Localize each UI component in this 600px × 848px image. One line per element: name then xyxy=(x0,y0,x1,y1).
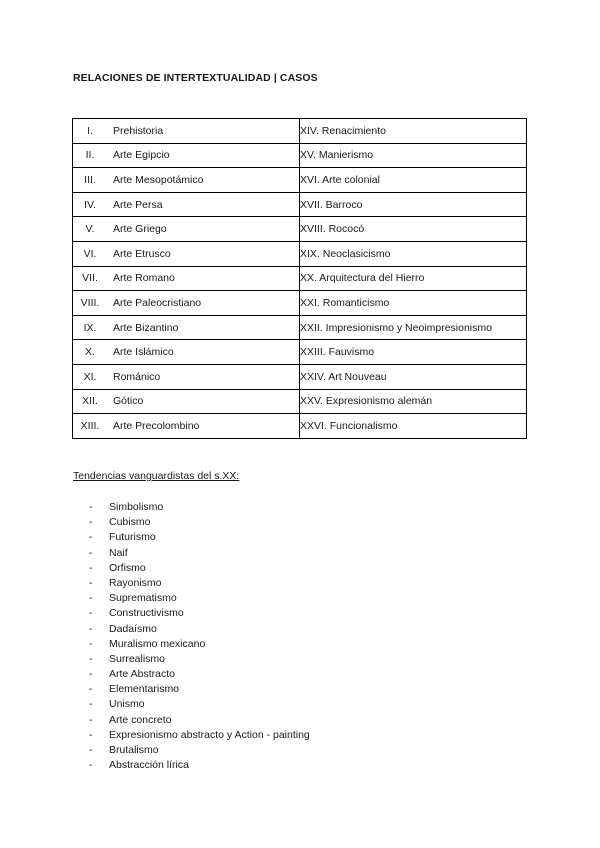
bullet-dash: - xyxy=(89,546,93,559)
bullet-dash: - xyxy=(89,728,93,741)
period-cell-left xyxy=(73,119,300,144)
period-name: Arte Islámico xyxy=(113,346,174,359)
period-cell-right: XIV. Renacimiento xyxy=(300,119,527,144)
bullet-dash: - xyxy=(89,592,93,605)
table-row xyxy=(73,364,527,389)
period-name: Gótico xyxy=(113,395,144,408)
list-item xyxy=(89,515,310,530)
period-cell-right: XVII. Barroco xyxy=(300,192,527,217)
list-item xyxy=(89,652,310,667)
bullet-dash: - xyxy=(89,516,93,529)
table-row xyxy=(73,192,527,217)
table-row xyxy=(73,119,527,144)
period-cell-right: XVI. Arte colonial xyxy=(300,168,527,193)
table-row xyxy=(73,340,527,365)
period-cell-right: XXIII. Fauvismo xyxy=(300,340,527,365)
period-cell-right: XXI. Romanticismo xyxy=(300,291,527,316)
period-name: Arte Paleocristiano xyxy=(113,296,202,309)
period-cell-right: XIX. Neoclasicismo xyxy=(300,241,527,266)
table-row xyxy=(73,291,527,316)
list-item xyxy=(89,591,310,606)
movement-name: Orfismo xyxy=(109,561,146,574)
list-item xyxy=(89,622,310,637)
list-item xyxy=(89,682,310,697)
period-name: Arte Precolombino xyxy=(113,419,200,432)
movement-name: Dadaísmo xyxy=(109,622,157,635)
period-cell-right: XXVI. Funcionalismo xyxy=(300,414,527,439)
list-item xyxy=(89,728,310,743)
movement-name: Brutalismo xyxy=(109,744,159,756)
period-cell-left xyxy=(73,389,300,414)
bullet-dash: - xyxy=(89,622,93,635)
bullet-dash: - xyxy=(89,683,93,696)
bullet-dash: - xyxy=(89,759,93,772)
period-name: Arte Egipcio xyxy=(113,149,170,162)
period-numeral: XIII. xyxy=(80,419,100,432)
period-name: Arte Persa xyxy=(113,198,163,211)
document-title: RELACIONES DE INTERTEXTUALIDAD | CASOS xyxy=(73,72,318,84)
period-cell-right: XXV. Expresionismo alemán xyxy=(300,389,527,414)
period-numeral: II. xyxy=(85,149,95,162)
list-item xyxy=(89,697,310,712)
bullet-dash: - xyxy=(89,668,93,681)
table-row xyxy=(73,389,527,414)
vanguard-heading: Tendencias vanguardistas del s.XX: xyxy=(73,470,240,482)
art-periods-table xyxy=(72,118,527,439)
period-numeral: I. xyxy=(87,124,93,137)
movement-name: Constructivismo xyxy=(109,607,184,620)
period-cell-left xyxy=(73,291,300,316)
list-item xyxy=(89,758,310,773)
period-numeral: IV. xyxy=(84,198,96,211)
movement-name: Muralismo mexicano xyxy=(109,637,206,650)
table-row xyxy=(73,241,527,266)
list-item xyxy=(89,743,310,758)
period-cell-right: XXII. Impresionismo y Neoimpresionismo xyxy=(300,315,527,340)
period-name: Arte Mesopotámico xyxy=(113,173,204,186)
bullet-dash: - xyxy=(89,607,93,620)
period-numeral: XII. xyxy=(82,395,98,408)
period-cell-left xyxy=(73,340,300,365)
list-item xyxy=(89,546,310,561)
list-item xyxy=(89,561,310,576)
bullet-dash: - xyxy=(89,501,93,513)
movement-name: Elementarismo xyxy=(109,683,180,696)
movement-name: Suprematismo xyxy=(109,592,177,605)
period-numeral: VI. xyxy=(83,247,97,260)
list-item xyxy=(89,667,310,682)
period-numeral: X. xyxy=(85,346,95,359)
movement-name: Futurismo xyxy=(109,531,156,544)
period-cell-right: XV. Manierismo xyxy=(300,143,527,168)
movement-name: Cubismo xyxy=(109,516,151,529)
period-cell-left xyxy=(73,315,300,340)
movement-name: Surrealismo xyxy=(109,652,166,665)
table-row xyxy=(73,266,527,291)
period-name: Arte Etrusco xyxy=(113,247,171,260)
period-cell-left xyxy=(73,414,300,439)
period-numeral: III. xyxy=(84,173,96,186)
movement-name: Arte Abstracto xyxy=(109,668,175,681)
movement-name: Naif xyxy=(109,546,128,559)
period-name: Arte Romano xyxy=(113,272,175,285)
period-cell-left xyxy=(73,143,300,168)
bullet-dash: - xyxy=(89,637,93,650)
table-row xyxy=(73,168,527,193)
table-row xyxy=(73,414,527,439)
period-cell-left xyxy=(73,241,300,266)
movement-name: Arte concreto xyxy=(109,713,172,726)
period-numeral: VII. xyxy=(82,272,98,285)
movement-name: Unismo xyxy=(109,698,145,711)
period-cell-right: XVIII. Rococó xyxy=(300,217,527,242)
period-numeral: IX. xyxy=(83,321,97,334)
bullet-dash: - xyxy=(89,576,93,589)
period-cell-right: XXIV. Art Nouveau xyxy=(300,364,527,389)
vanguard-list xyxy=(89,500,310,773)
bullet-dash: - xyxy=(89,698,93,711)
period-name: Románico xyxy=(113,370,161,383)
bullet-dash: - xyxy=(89,744,93,756)
list-item xyxy=(89,576,310,591)
period-cell-left xyxy=(73,364,300,389)
period-numeral: V. xyxy=(85,223,95,236)
table-row xyxy=(73,217,527,242)
period-cell-left xyxy=(73,266,300,291)
movement-name: Abstracción lírica xyxy=(109,759,189,772)
list-item xyxy=(89,530,310,545)
table-row xyxy=(73,315,527,340)
bullet-dash: - xyxy=(89,531,93,544)
period-name: Arte Griego xyxy=(113,223,167,236)
movement-name: Rayonismo xyxy=(109,576,162,589)
list-item xyxy=(89,500,310,515)
period-cell-left xyxy=(73,192,300,217)
period-name: Prehistoria xyxy=(113,124,164,137)
period-cell-right: XX. Arquitectura del Hierro xyxy=(300,266,527,291)
table-row xyxy=(73,143,527,168)
list-item xyxy=(89,637,310,652)
period-numeral: XI. xyxy=(83,370,97,383)
period-cell-left xyxy=(73,168,300,193)
movement-name: Expresionismo abstracto y Action - painting xyxy=(109,728,310,741)
movement-name: Simbolismo xyxy=(109,501,164,513)
period-numeral: VIII. xyxy=(80,296,100,309)
list-item xyxy=(89,713,310,728)
bullet-dash: - xyxy=(89,561,93,574)
bullet-dash: - xyxy=(89,652,93,665)
period-cell-left xyxy=(73,217,300,242)
period-name: Arte Bizantino xyxy=(113,321,179,334)
bullet-dash: - xyxy=(89,713,93,726)
list-item xyxy=(89,606,310,621)
